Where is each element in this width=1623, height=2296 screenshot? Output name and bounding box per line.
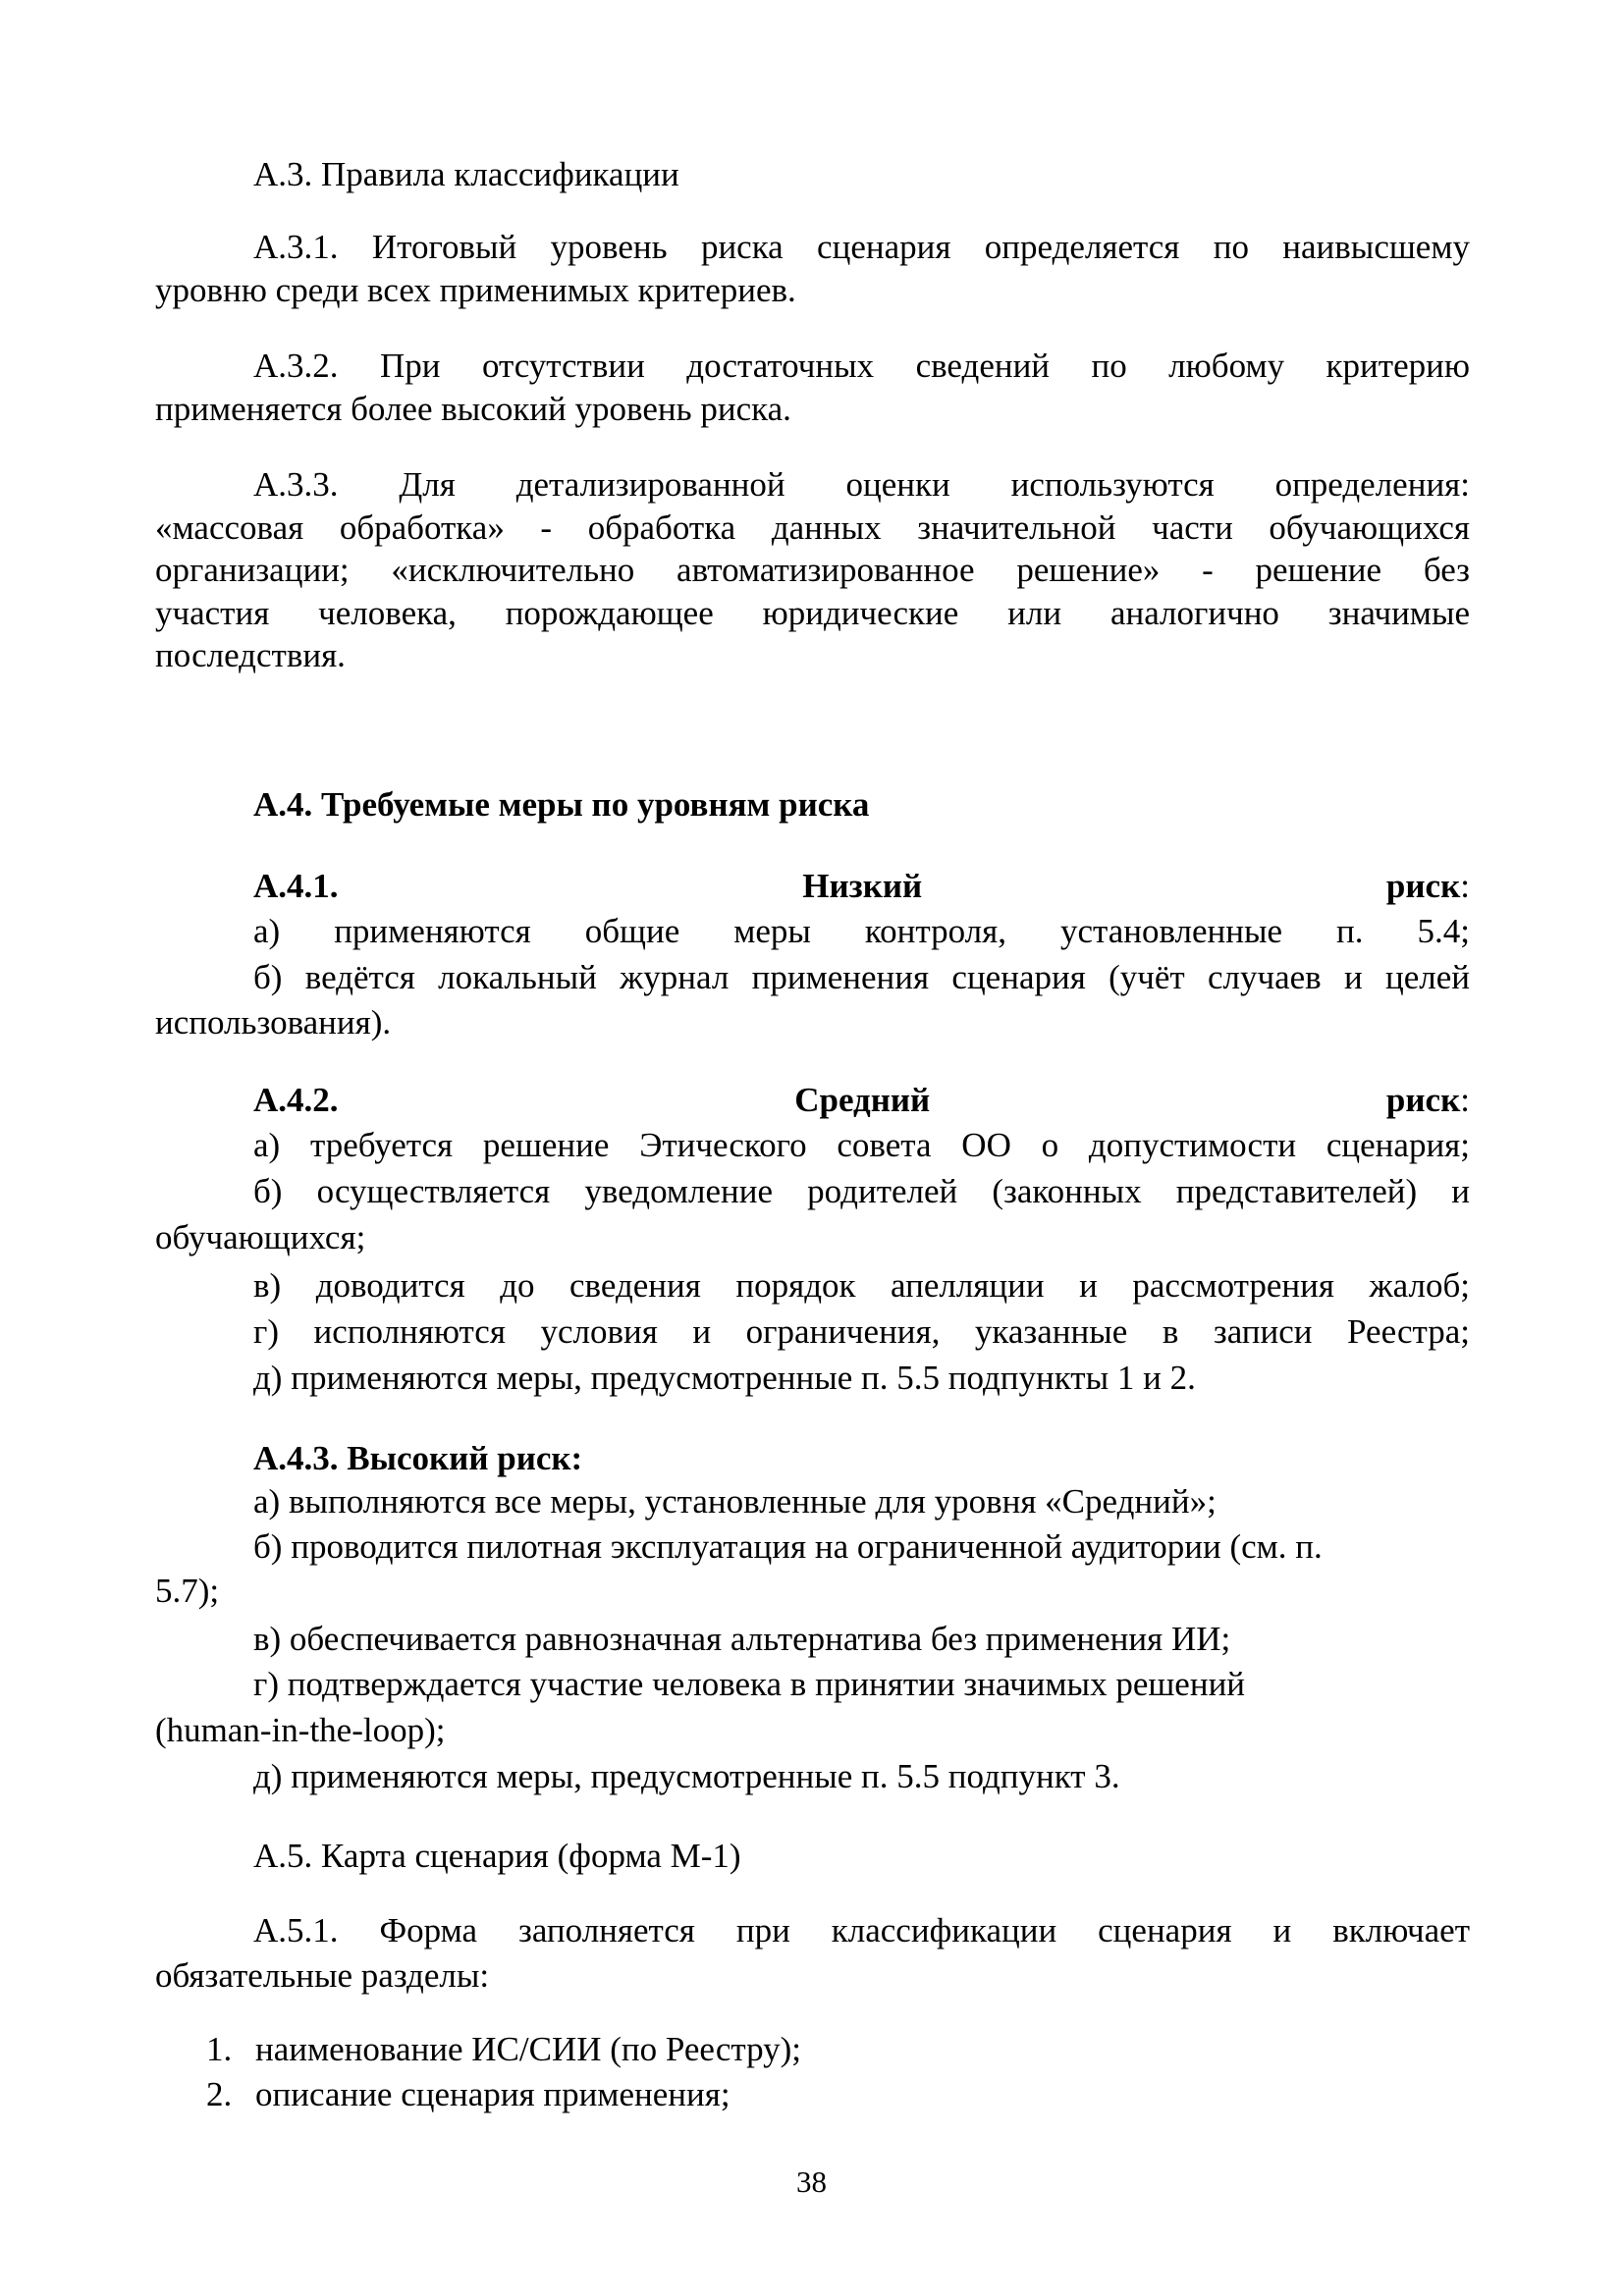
section-a3-title: А.3. Правила классификации <box>253 155 679 193</box>
high-risk-item-e: д) применяются меры, предусмотренные п. 5.5 подпункт 3. <box>253 1757 1120 1795</box>
page-number: 38 <box>796 2164 827 2199</box>
medium-risk-level: Средний <box>794 1081 931 1119</box>
high-risk-item-d-cont: (human-in-the-loop); <box>155 1711 446 1749</box>
high-risk-item-b: б) проводится пилотная эксплуатация на ограниченной аудитории (см. п. <box>253 1527 1323 1566</box>
section-a5-title: А.5. Карта сценария (форма М-1) <box>253 1837 741 1875</box>
high-risk-item-c: в) обеспечивается равнозначная альтернатива без применения ИИ; <box>253 1620 1231 1658</box>
para-a3-3-line-3: организации; «исключительно автоматизированное решение» - решение без <box>155 551 1470 589</box>
para-a5-1-line-1: А.5.1. Форма заполняется при классификации сценария и включает <box>253 1911 1470 1949</box>
low-risk-level: Низкий <box>802 867 923 905</box>
section-a4-title: А.4. Требуемые меры по уровням риска <box>253 785 870 824</box>
para-a3-3-line-1: А.3.3. Для детализированной оценки используются определения: <box>253 465 1470 504</box>
high-risk-item-a: а) выполняются все меры, установленные для уровня «Средний»; <box>253 1482 1217 1521</box>
para-a3-3-line-4: участия человека, порождающее юридические или аналогично значимые <box>155 594 1470 632</box>
high-risk-heading: А.4.3. Высокий риск: <box>253 1439 583 1477</box>
medium-risk-item-a: а) требуется решение Этического совета ОО о допустимости сценария; <box>253 1126 1470 1164</box>
para-a3-1-line-2: уровню среди всех применимых критериев. <box>155 271 796 309</box>
medium-risk-label <box>1386 1079 1470 1122</box>
para-a3-2-line-2: применяется более высокий уровень риска. <box>155 390 791 428</box>
low-risk-number: А.4.1. <box>253 867 339 905</box>
medium-risk-item-b: б) осуществляется уведомление родителей (законных представителей) и <box>253 1172 1470 1210</box>
para-a3-3-line-2: «массовая обработка» - обработка данных значительной части обучающихся <box>155 508 1470 547</box>
medium-risk-item-b-cont: обучающихся; <box>155 1218 366 1256</box>
low-risk-item-a: а) применяются общие меры контроля, установленные п. 5.4; <box>253 912 1470 950</box>
para-a3-1-line-1: А.3.1. Итоговый уровень риска сценария определяется по наивысшему <box>253 228 1470 266</box>
medium-risk-word: риск <box>1385 1081 1461 1119</box>
medium-risk-colon: : <box>1460 1081 1470 1119</box>
medium-risk-heading <box>253 1079 1470 1122</box>
low-risk-heading <box>253 865 1470 908</box>
medium-risk-number: А.4.2. <box>253 1081 339 1119</box>
high-risk-item-d: г) подтверждается участие человека в принятии значимых решений <box>253 1665 1246 1703</box>
para-a3-3-line-5: последствия. <box>155 636 346 674</box>
medium-risk-item-e: д) применяются меры, предусмотренные п. 5.5 подпункты 1 и 2. <box>253 1359 1196 1397</box>
low-risk-label <box>1386 865 1470 908</box>
medium-risk-item-c: в) доводится до сведения порядок апелляции и рассмотрения жалоб; <box>253 1266 1470 1305</box>
para-a5-1-line-2: обязательные разделы: <box>155 1956 490 1995</box>
list-item-text: наименование ИС/СИИ (по Реестру); <box>255 2030 802 2068</box>
medium-risk-item-d: г) исполняются условия и ограничения, указанные в записи Реестра; <box>253 1312 1470 1351</box>
high-risk-item-b-cont: 5.7); <box>155 1572 220 1610</box>
list-item-number: 2. <box>206 2075 233 2113</box>
list-item-text: описание сценария применения; <box>255 2075 730 2113</box>
low-risk-item-b: б) ведётся локальный журнал применения сценария (учёт случаев и целей <box>253 958 1470 996</box>
low-risk-item-b-cont: использования). <box>155 1003 392 1041</box>
low-risk-colon: : <box>1460 867 1470 905</box>
list-item-number: 1. <box>206 2030 233 2068</box>
para-a3-2-line-1: А.3.2. При отсутствии достаточных сведений по любому критерию <box>253 347 1470 385</box>
low-risk-word: риск <box>1385 867 1461 905</box>
